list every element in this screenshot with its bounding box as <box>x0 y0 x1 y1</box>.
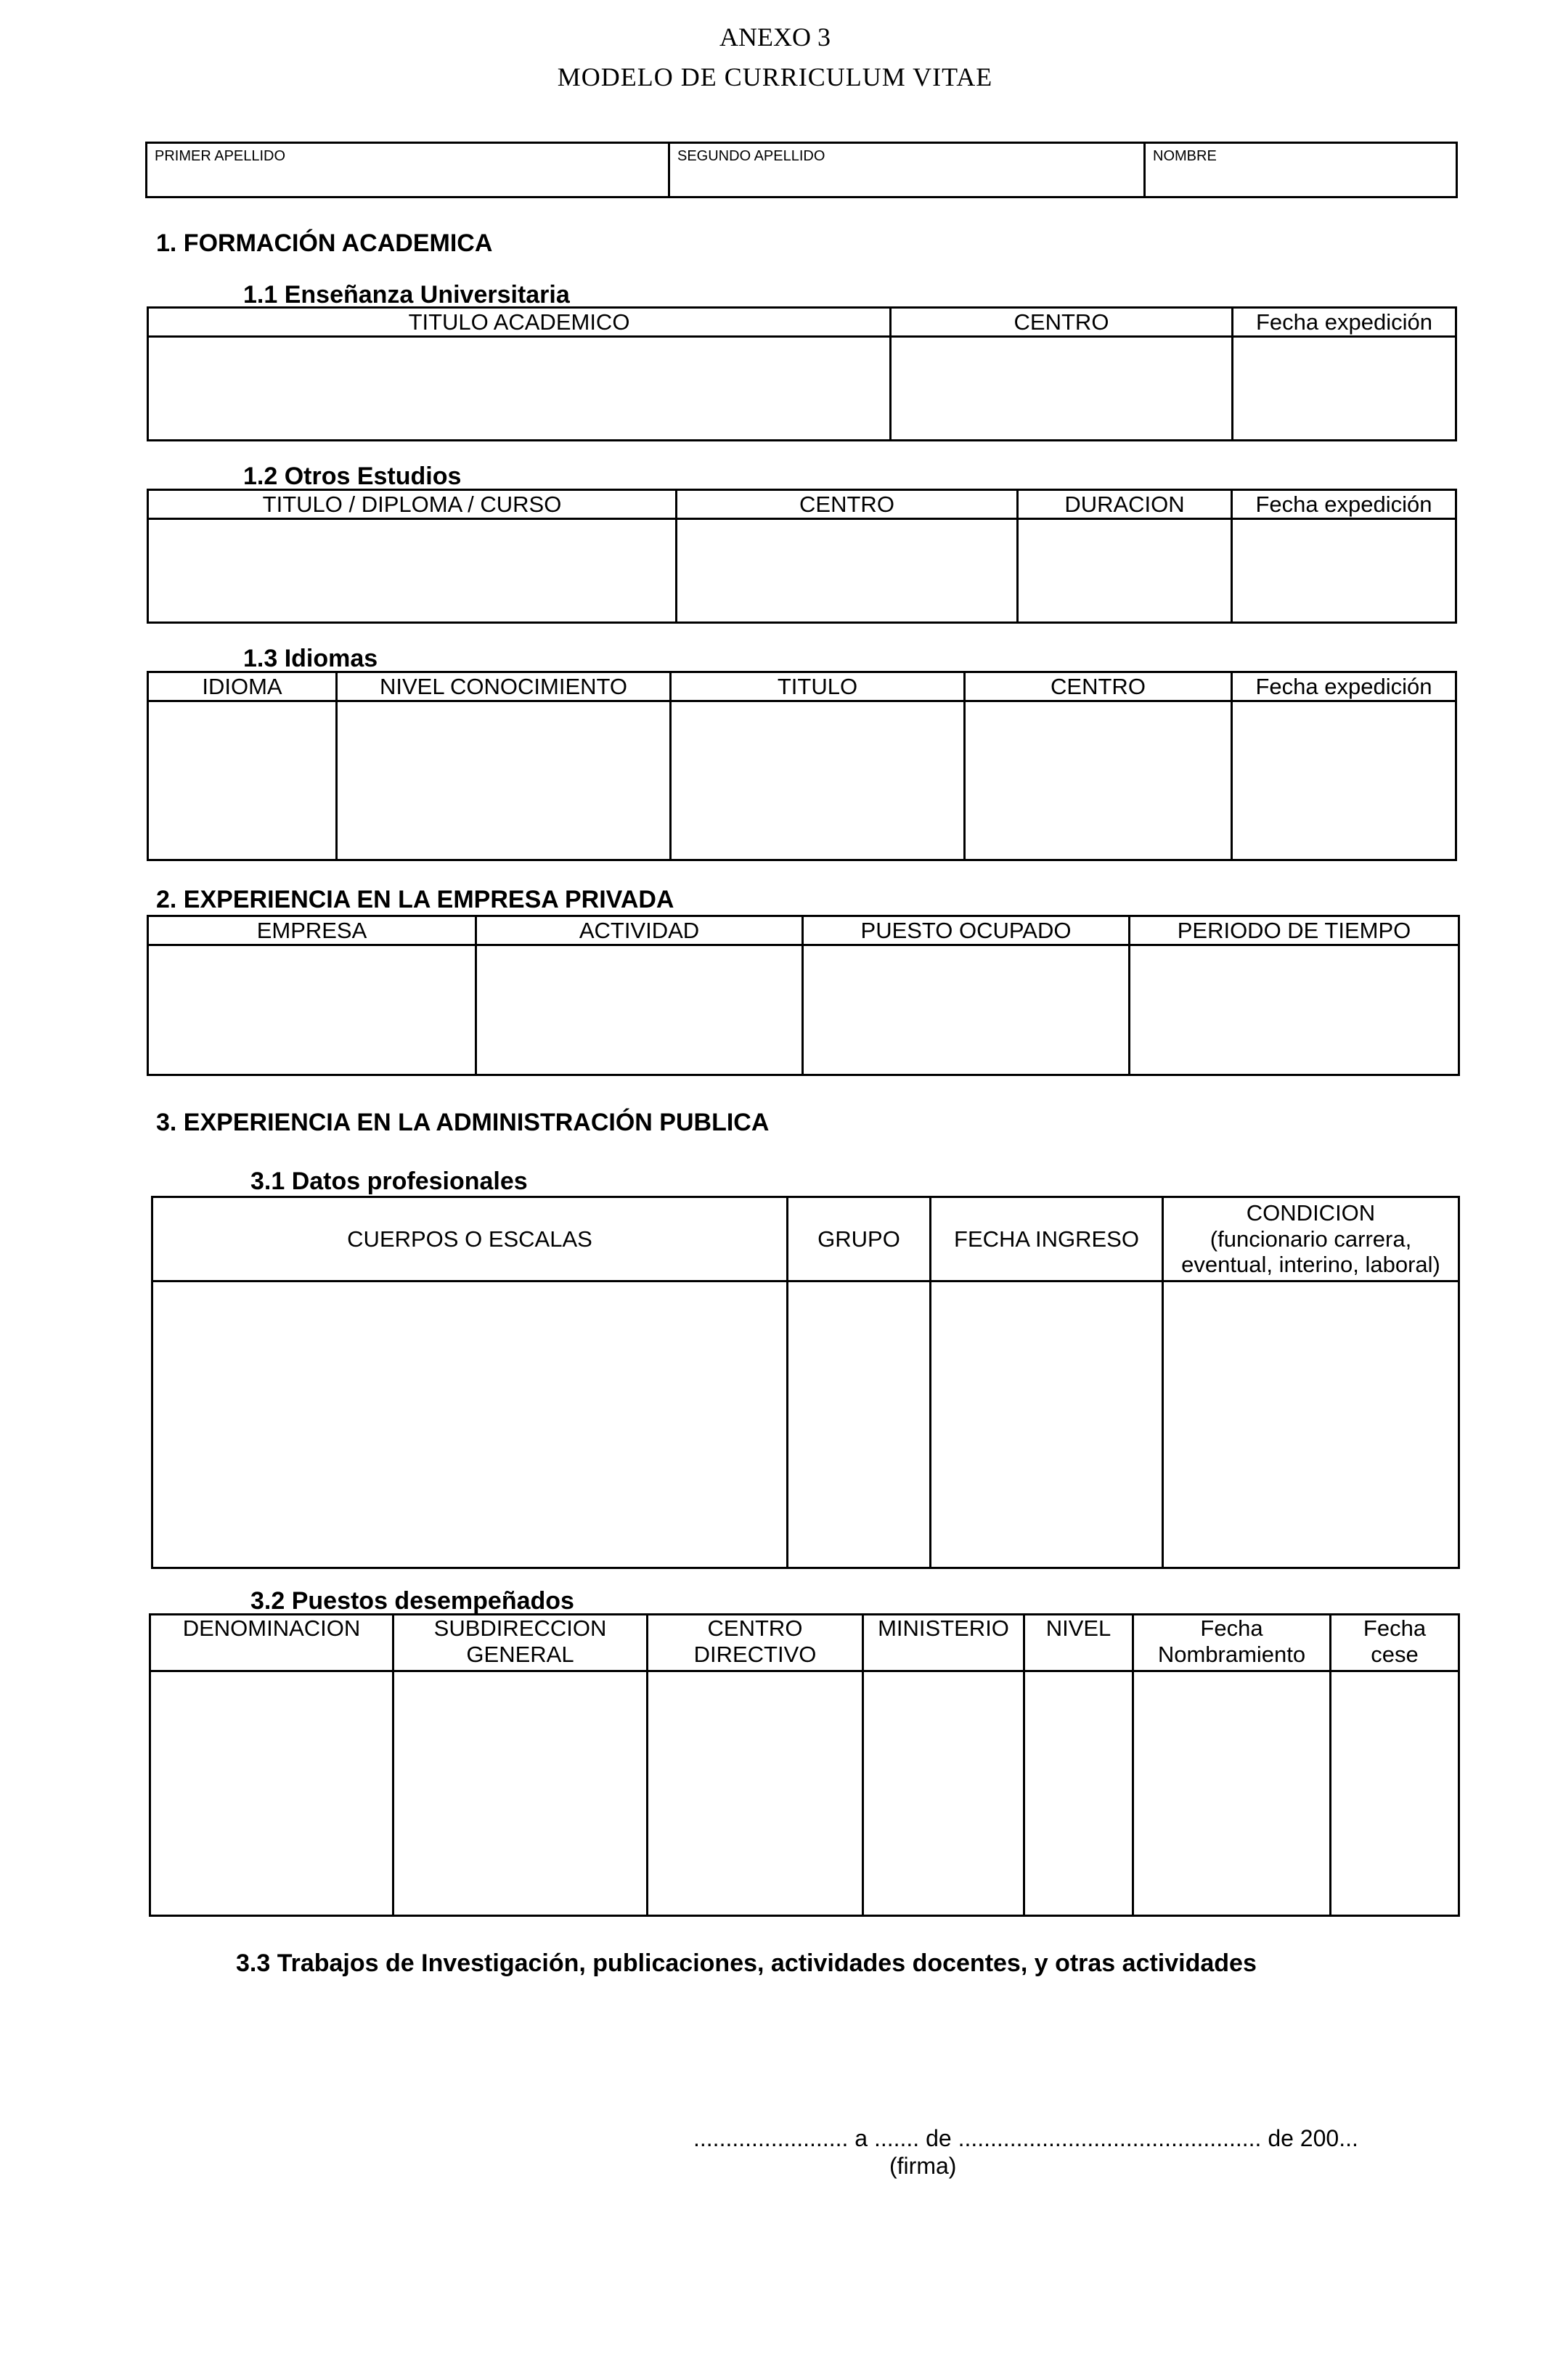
section-3-2-heading: 3.2 Puestos desempeñados <box>250 1587 574 1615</box>
fecha-nombramiento-label-1: Fecha <box>1200 1615 1263 1641</box>
col-empresa: EMPRESA <box>148 916 476 945</box>
col-cuerpos-o-escalas: CUERPOS O ESCALAS <box>152 1197 788 1281</box>
section-1-2-heading: 1.2 Otros Estudios <box>243 462 462 490</box>
segundo-apellido-field[interactable]: SEGUNDO APELLIDO <box>669 143 1145 197</box>
table-cell[interactable] <box>148 945 476 1075</box>
fecha-nombramiento-label-2: Nombramiento <box>1157 1641 1306 1667</box>
table-cell[interactable] <box>931 1281 1163 1568</box>
centro-label-1: CENTRO <box>707 1615 803 1641</box>
subdireccion-label-1: SUBDIRECCION <box>433 1615 607 1641</box>
col-puesto-ocupado: PUESTO OCUPADO <box>803 916 1130 945</box>
col-centro: CENTRO <box>965 672 1232 701</box>
table-cell[interactable] <box>648 1671 863 1916</box>
table-cell[interactable] <box>1232 519 1456 623</box>
table-cell[interactable] <box>671 701 965 860</box>
table-cell[interactable] <box>803 945 1130 1075</box>
private-experience-table <box>147 915 1460 1076</box>
col-actividad: ACTIVIDAD <box>476 916 803 945</box>
table-cell[interactable] <box>1018 519 1232 623</box>
languages-table <box>147 671 1457 861</box>
fecha-cese-label-2: cese <box>1371 1641 1419 1667</box>
table-cell[interactable] <box>1163 1281 1459 1568</box>
table-cell[interactable] <box>393 1671 648 1916</box>
col-fecha-cese <box>1331 1615 1459 1671</box>
university-education-table <box>147 306 1457 441</box>
section-1-heading: 1. FORMACIÓN ACADEMICA <box>156 229 493 257</box>
col-centro-directivo <box>648 1615 863 1671</box>
annex-number: ANEXO 3 <box>719 23 831 52</box>
table-cell[interactable] <box>476 945 803 1075</box>
table-cell[interactable] <box>863 1671 1024 1916</box>
subdireccion-label-2: GENERAL <box>466 1641 574 1667</box>
table-cell[interactable] <box>1232 701 1456 860</box>
table-cell[interactable] <box>1133 1671 1331 1916</box>
signature-label: (firma) <box>889 2153 957 2179</box>
section-2-heading: 2. EXPERIENCIA EN LA EMPRESA PRIVADA <box>156 886 674 913</box>
col-denominacion <box>150 1615 393 1671</box>
col-fecha-expedicion: Fecha expedición <box>1233 308 1456 337</box>
positions-held-table <box>149 1613 1460 1917</box>
table-cell[interactable] <box>1233 337 1456 441</box>
col-centro: CENTRO <box>891 308 1233 337</box>
signature-date-line[interactable]: ........................ a ....... de ............................................... de 200... <box>693 2125 1358 2151</box>
section-3-3-heading: 3.3 Trabajos de Investigación, publicaciones, actividades docentes, y otras actividades <box>236 1949 1257 1977</box>
col-titulo-diploma-curso: TITULO / DIPLOMA / CURSO <box>148 490 677 519</box>
table-cell[interactable] <box>891 337 1233 441</box>
table-cell[interactable] <box>1130 945 1459 1075</box>
primer-apellido-field[interactable]: PRIMER APELLIDO <box>147 143 669 197</box>
document-title: MODELO DE CURRICULUM VITAE <box>557 62 993 91</box>
col-condicion <box>1163 1197 1459 1281</box>
col-titulo: TITULO <box>671 672 965 701</box>
section-1-1-heading: 1.1 Enseñanza Universitaria <box>243 281 570 309</box>
col-centro: CENTRO <box>677 490 1018 519</box>
condicion-line-3: eventual, interino, laboral) <box>1181 1252 1440 1278</box>
table-cell[interactable] <box>148 519 677 623</box>
condicion-line-1: CONDICION <box>1246 1200 1376 1226</box>
fecha-cese-label-1: Fecha <box>1363 1615 1427 1641</box>
col-duracion: DURACION <box>1018 490 1232 519</box>
table-cell[interactable] <box>152 1281 788 1568</box>
col-titulo-academico: TITULO ACADEMICO <box>148 308 891 337</box>
section-3-heading: 3. EXPERIENCIA EN LA ADMINISTRACIÓN PUBLICA <box>156 1109 770 1136</box>
section-3-1-heading: 3.1 Datos profesionales <box>250 1167 528 1195</box>
table-cell[interactable] <box>1331 1671 1459 1916</box>
col-fecha-nombramiento <box>1133 1615 1331 1671</box>
col-grupo: GRUPO <box>788 1197 931 1281</box>
table-cell[interactable] <box>148 337 891 441</box>
other-studies-table <box>147 489 1457 624</box>
col-nivel-conocimiento: NIVEL CONOCIMIENTO <box>337 672 671 701</box>
col-fecha-ingreso: FECHA INGRESO <box>931 1197 1163 1281</box>
nivel-label: NIVEL <box>1045 1615 1111 1641</box>
col-nivel <box>1024 1615 1133 1671</box>
centro-label-2: DIRECTIVO <box>693 1641 817 1667</box>
condicion-line-2: (funcionario carrera, <box>1210 1226 1412 1252</box>
denominacion-label: DENOMINACION <box>182 1615 361 1641</box>
section-1-3-heading: 1.3 Idiomas <box>243 645 378 672</box>
professional-data-table <box>151 1196 1460 1569</box>
table-cell[interactable] <box>965 701 1232 860</box>
col-fecha-expedicion: Fecha expedición <box>1232 490 1456 519</box>
table-cell[interactable] <box>148 701 337 860</box>
col-periodo-de-tiempo: PERIODO DE TIEMPO <box>1130 916 1459 945</box>
name-fields-table <box>145 142 1458 198</box>
table-cell[interactable] <box>677 519 1018 623</box>
nombre-field[interactable]: NOMBRE <box>1145 143 1457 197</box>
table-cell[interactable] <box>337 701 671 860</box>
col-fecha-expedicion: Fecha expedición <box>1232 672 1456 701</box>
ministerio-label: MINISTERIO <box>878 1615 1009 1641</box>
table-cell[interactable] <box>150 1671 393 1916</box>
col-subdireccion-general <box>393 1615 648 1671</box>
col-ministerio <box>863 1615 1024 1671</box>
table-cell[interactable] <box>1024 1671 1133 1916</box>
col-idioma: IDIOMA <box>148 672 337 701</box>
table-cell[interactable] <box>788 1281 931 1568</box>
